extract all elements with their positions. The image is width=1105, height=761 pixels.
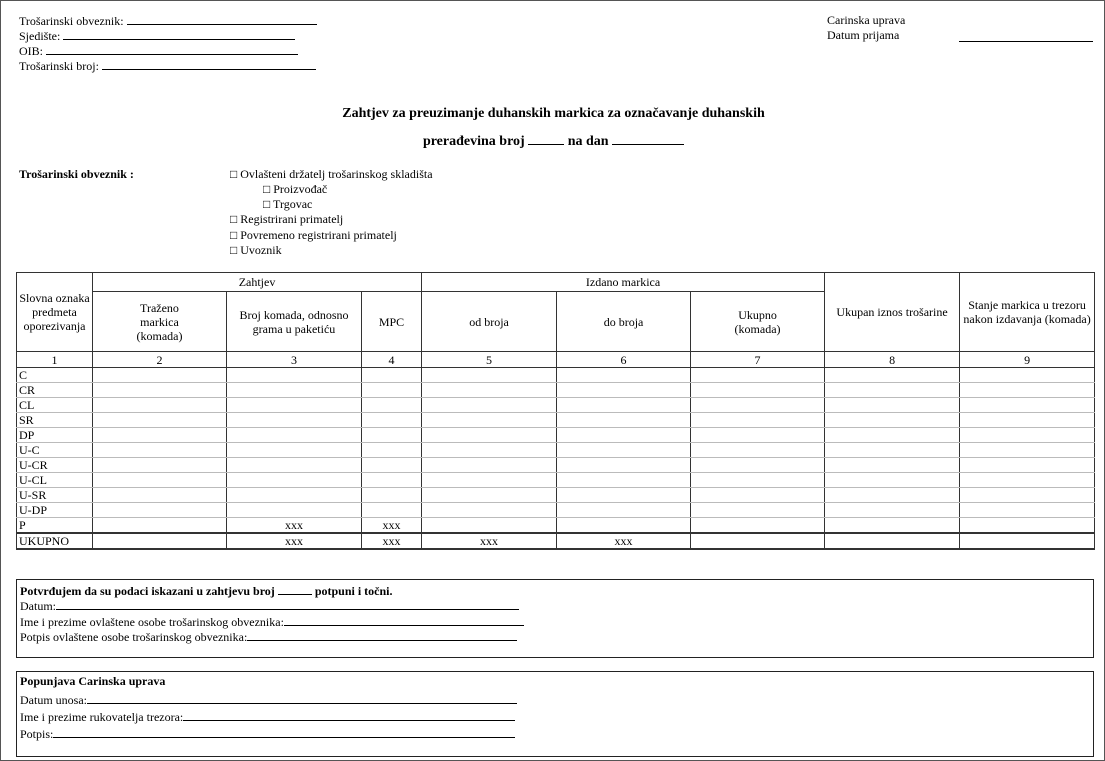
table-cell[interactable] — [825, 383, 960, 398]
table-cell[interactable] — [960, 383, 1095, 398]
table-cell[interactable] — [227, 383, 362, 398]
confirm-name-field[interactable] — [20, 614, 524, 630]
label: Potpis: — [20, 727, 54, 741]
row-label: U-DP — [17, 503, 93, 518]
col-header-8: Ukupan iznos trošarine — [825, 273, 960, 352]
table-cell[interactable] — [93, 488, 227, 503]
table-cell[interactable] — [422, 398, 557, 413]
confirm-date-field[interactable] — [20, 598, 519, 614]
col-header-3: Broj komada, odnosno grama u paketiću — [227, 292, 362, 352]
confirm-signature-field[interactable] — [20, 629, 517, 645]
table-row — [17, 533, 1095, 549]
table-cell[interactable] — [422, 518, 557, 534]
confirmation-title — [20, 583, 393, 599]
col-header-1: Slovna oznaka predmeta oporezivanja — [17, 273, 93, 352]
table-cell[interactable] — [960, 368, 1095, 383]
table-cell[interactable] — [93, 413, 227, 428]
table-cell[interactable] — [557, 443, 691, 458]
row-label: U-C — [17, 443, 93, 458]
table-cell[interactable] — [557, 398, 691, 413]
table-row — [17, 383, 1095, 398]
receipt-date-label: Datum prijama — [827, 28, 900, 42]
row-label: SR — [17, 413, 93, 428]
row-label: UKUPNO — [17, 533, 93, 549]
label: Datum unosa: — [20, 693, 87, 707]
table-cell[interactable] — [362, 398, 422, 413]
option-temporary-registered-consignee[interactable]: □ Povremeno registrirani primatelj — [230, 228, 397, 242]
table-row — [17, 398, 1095, 413]
table-cell[interactable] — [93, 398, 227, 413]
table-cell[interactable] — [362, 503, 422, 518]
row-label: DP — [17, 428, 93, 443]
table-cell[interactable] — [93, 458, 227, 473]
table-cell[interactable] — [227, 368, 362, 383]
table-row — [17, 428, 1095, 443]
table-cell[interactable] — [227, 458, 362, 473]
table-cell[interactable] — [557, 413, 691, 428]
table-cell[interactable] — [93, 518, 227, 534]
table-cell[interactable] — [960, 503, 1095, 518]
table-row — [17, 443, 1095, 458]
table-cell[interactable] — [227, 398, 362, 413]
table-cell[interactable] — [691, 458, 825, 473]
table-row — [17, 458, 1095, 473]
table-cell[interactable] — [557, 503, 691, 518]
table-cell[interactable] — [362, 428, 422, 443]
col-number: 8 — [825, 352, 960, 368]
table-cell[interactable] — [825, 533, 960, 549]
table-cell[interactable] — [691, 383, 825, 398]
taxpayer-type-label: Trošarinski obveznik : — [19, 167, 134, 181]
customs-signature-field[interactable] — [20, 726, 515, 742]
col-number: 4 — [362, 352, 422, 368]
label: Trošarinski broj: — [19, 59, 99, 73]
table-cell[interactable] — [422, 443, 557, 458]
table-cell[interactable] — [825, 443, 960, 458]
table-cell[interactable] — [557, 383, 691, 398]
label: Potvrđujem da su podaci iskazani u zahtjevu broj — [20, 584, 275, 598]
confirmation-box — [16, 579, 1094, 658]
table-cell[interactable] — [691, 443, 825, 458]
col-header-6: do broja — [557, 292, 691, 352]
table-cell[interactable] — [960, 488, 1095, 503]
table-row — [17, 503, 1095, 518]
table-cell[interactable] — [691, 488, 825, 503]
label: Datum: — [20, 599, 56, 613]
table-cell[interactable] — [825, 428, 960, 443]
table-cell[interactable] — [93, 503, 227, 518]
group-header-zahtjev: Zahtjev — [93, 273, 422, 292]
customs-box — [16, 671, 1094, 757]
label: Ime i prezime ovlaštene osobe trošarinskog obveznika: — [20, 615, 284, 629]
col-number: 3 — [227, 352, 362, 368]
customs-title: Popunjava Carinska uprava — [20, 674, 166, 688]
receipt-date-input[interactable] — [959, 29, 1093, 42]
table-cell[interactable] — [691, 413, 825, 428]
table-cell[interactable] — [422, 428, 557, 443]
table-cell[interactable] — [93, 443, 227, 458]
excise-number-field[interactable] — [19, 58, 316, 74]
label: Trošarinski obveznik: — [19, 14, 124, 28]
table-cell[interactable] — [691, 428, 825, 443]
table-cell[interactable] — [422, 383, 557, 398]
table-cell[interactable] — [362, 383, 422, 398]
table-cell[interactable] — [691, 503, 825, 518]
table-cell[interactable] — [691, 368, 825, 383]
table-cell[interactable] — [227, 443, 362, 458]
entry-date-field[interactable] — [20, 692, 517, 708]
col-header-5: od broja — [422, 292, 557, 352]
table-cell[interactable] — [557, 428, 691, 443]
col-header-7: Ukupno (komada) — [691, 292, 825, 352]
table-cell[interactable] — [825, 458, 960, 473]
col-header-2: Traženo markica (komada) — [93, 292, 227, 352]
table-cell[interactable]: xxx — [362, 533, 422, 549]
col-number: 9 — [960, 352, 1095, 368]
table-cell[interactable] — [825, 413, 960, 428]
table-cell[interactable] — [557, 518, 691, 534]
table-cell[interactable] — [960, 413, 1095, 428]
table-cell[interactable]: xxx — [557, 533, 691, 549]
option-registered-consignee[interactable]: □ Registrirani primatelj — [230, 212, 344, 226]
table-cell[interactable] — [422, 368, 557, 383]
table-cell[interactable] — [557, 473, 691, 488]
table-cell[interactable] — [93, 368, 227, 383]
table-cell[interactable] — [422, 473, 557, 488]
table-cell[interactable] — [227, 503, 362, 518]
table-cell[interactable] — [362, 458, 422, 473]
option-producer[interactable]: □ Proizvođač — [263, 182, 328, 196]
table-cell[interactable] — [825, 368, 960, 383]
table-cell[interactable] — [422, 458, 557, 473]
table-cell[interactable] — [362, 413, 422, 428]
table-cell[interactable] — [691, 473, 825, 488]
table-row — [17, 473, 1095, 488]
table-cell[interactable] — [825, 473, 960, 488]
table-cell[interactable] — [960, 428, 1095, 443]
table-cell[interactable] — [227, 428, 362, 443]
table-cell[interactable] — [825, 503, 960, 518]
taxpayer-field[interactable] — [19, 13, 317, 29]
row-label: CL — [17, 398, 93, 413]
table-cell[interactable] — [825, 518, 960, 534]
table-cell[interactable] — [960, 533, 1095, 549]
col-number: 6 — [557, 352, 691, 368]
table-cell[interactable]: xxx — [227, 533, 362, 549]
vault-keeper-field[interactable] — [20, 709, 515, 725]
table-cell[interactable] — [362, 473, 422, 488]
table-cell[interactable] — [422, 503, 557, 518]
table-cell[interactable] — [960, 518, 1095, 534]
row-label: U-CL — [17, 473, 93, 488]
label: Sjedište: — [19, 29, 61, 43]
stamps-table — [16, 272, 1095, 550]
table-cell[interactable]: xxx — [422, 533, 557, 549]
table-cell[interactable] — [227, 488, 362, 503]
table-cell[interactable] — [93, 533, 227, 549]
col-number: 2 — [93, 352, 227, 368]
table-row — [17, 413, 1095, 428]
table-cell[interactable] — [557, 368, 691, 383]
label: na dan — [567, 134, 609, 149]
table-cell[interactable] — [227, 473, 362, 488]
table-cell[interactable] — [960, 398, 1095, 413]
customs-office-label: Carinska uprava — [827, 13, 906, 27]
table-cell[interactable] — [960, 458, 1095, 473]
label: potpuni i točni. — [314, 584, 393, 598]
group-header-izdano: Izdano markica — [422, 273, 825, 292]
table-cell[interactable]: xxx — [362, 518, 422, 534]
seat-field[interactable] — [19, 28, 295, 44]
table-cell[interactable] — [825, 398, 960, 413]
table-cell[interactable] — [93, 428, 227, 443]
row-label: U-SR — [17, 488, 93, 503]
table-cell[interactable] — [227, 413, 362, 428]
table-cell[interactable]: xxx — [227, 518, 362, 534]
row-label: CR — [17, 383, 93, 398]
row-label: P — [17, 518, 93, 534]
table-cell[interactable] — [960, 443, 1095, 458]
option-authorized-warehousekeeper[interactable]: □ Ovlašteni držatelj trošarinskog skladišta — [230, 167, 433, 181]
row-label: U-CR — [17, 458, 93, 473]
table-cell[interactable] — [557, 458, 691, 473]
table-cell[interactable] — [691, 533, 825, 549]
row-label: C — [17, 368, 93, 383]
table-cell[interactable] — [422, 413, 557, 428]
option-trader[interactable]: □ Trgovac — [263, 197, 313, 211]
col-header-9: Stanje markica u trezoru nakon izdavanja (komada) — [960, 273, 1095, 352]
table-cell[interactable] — [691, 398, 825, 413]
label: Ime i prezime rukovatelja trezora: — [20, 710, 184, 724]
title-line2 — [1, 133, 1105, 149]
table-cell[interactable] — [960, 473, 1095, 488]
col-number: 1 — [17, 352, 93, 368]
table-row — [17, 368, 1095, 383]
col-number: 7 — [691, 352, 825, 368]
table-cell[interactable] — [557, 488, 691, 503]
table-row — [17, 518, 1095, 534]
table-cell[interactable] — [362, 443, 422, 458]
table-cell[interactable] — [691, 518, 825, 534]
oib-field[interactable] — [19, 43, 298, 59]
table-cell[interactable] — [422, 488, 557, 503]
col-header-4: MPC — [362, 292, 422, 352]
title-line1: Zahtjev za preuzimanje duhanskih markica za označavanje duhanskih — [342, 106, 765, 121]
table-cell[interactable] — [93, 383, 227, 398]
table-row — [17, 488, 1095, 503]
table-cell[interactable] — [93, 473, 227, 488]
col-number: 5 — [422, 352, 557, 368]
option-importer[interactable]: □ Uvoznik — [230, 243, 282, 257]
table-cell[interactable] — [362, 368, 422, 383]
label: Potpis ovlaštene osobe trošarinskog obveznika: — [20, 630, 248, 644]
label: OIB: — [19, 44, 43, 58]
table-cell[interactable] — [362, 488, 422, 503]
table-cell[interactable] — [825, 488, 960, 503]
label: prerađevina broj — [422, 134, 525, 149]
